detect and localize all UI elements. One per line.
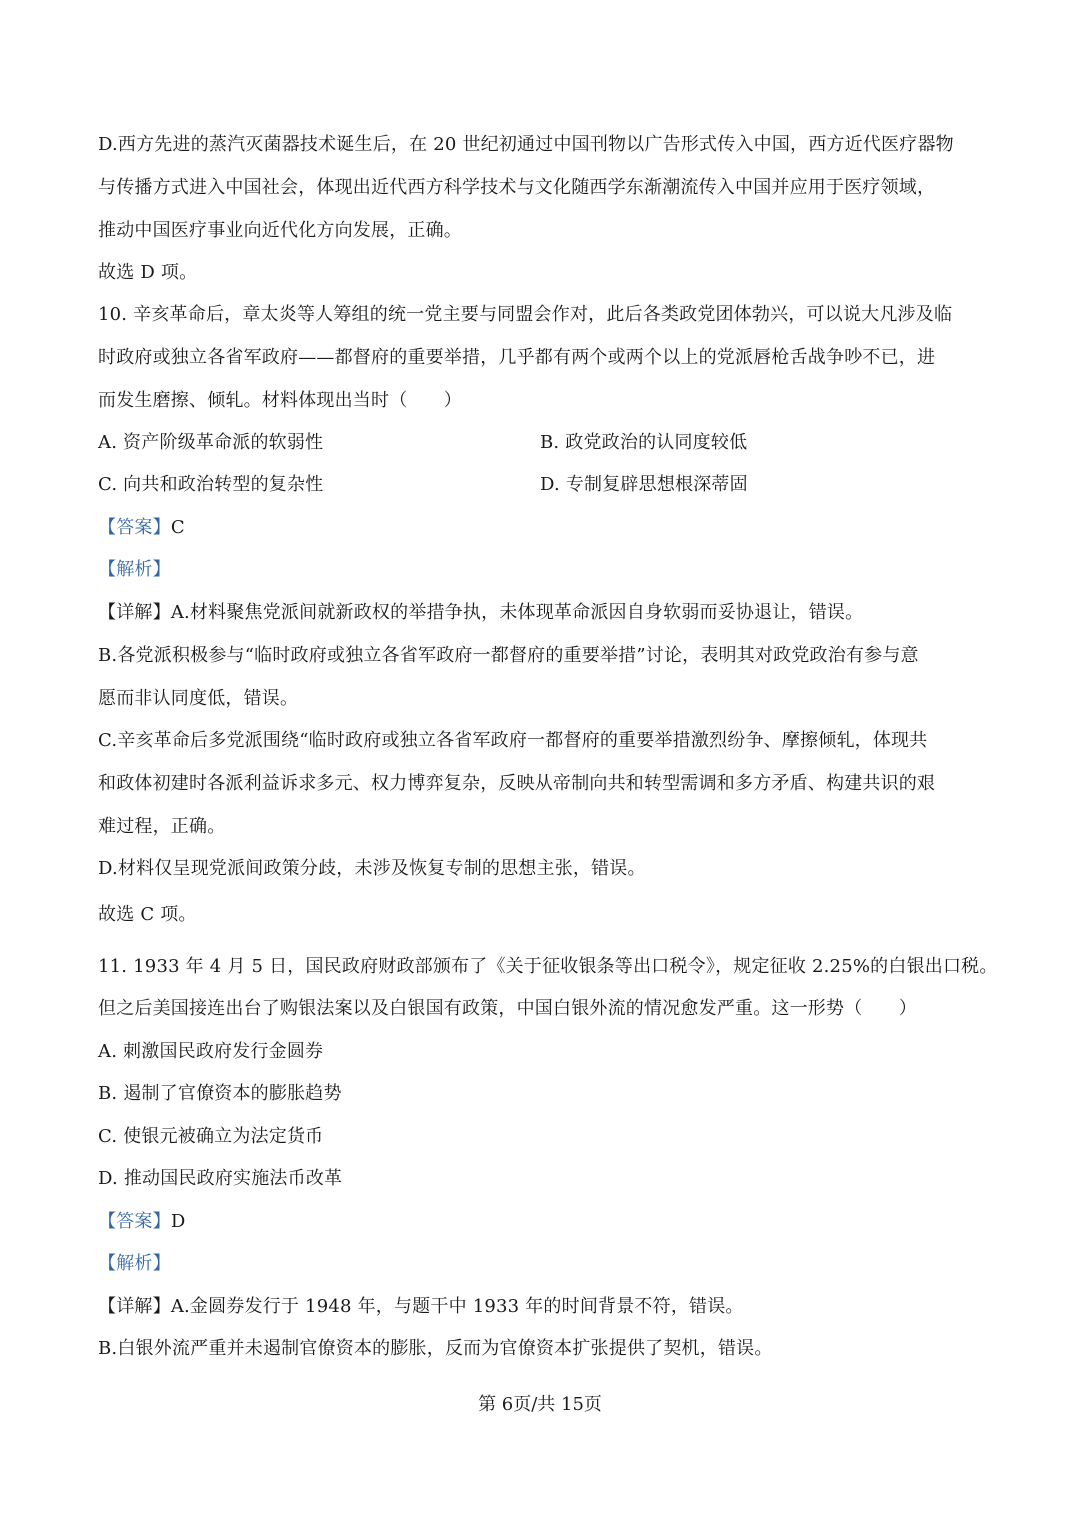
q11-stem-line-2: 但之后美国接连出台了购银法案以及白银国有政策，中国白银外流的情况愈发严重。这一形势（ ） [98,998,917,1019]
q10-detail-line-3: 愿而非认同度低，错误。 [98,688,299,709]
q10-answer [98,515,185,541]
q10-detail-line-4: C.辛亥革命后多党派围绕“临时政府或独立各省军政府一都督府的重要举措激烈纷争、摩擦倾轧，体现共 [98,730,928,751]
q10-detail-line-5: 和政体初建时各派利益诉求多元、权力博弈复杂，反映从帝制向共和转型需调和多方矛盾、构建共识的艰 [98,773,936,794]
q10-analysis-tag: 【解析】 [98,559,171,580]
q10-detail-line-7: D.材料仅呈现党派间政策分歧，未涉及恢复专制的思想主张，错误。 [98,858,646,879]
q11-detail-line-1 [98,1294,744,1320]
q10-option-c: C. 向共和政治转型的复杂性 [98,474,324,495]
detail-text: A.材料聚焦党派间就新政权的举措争执，未体现革命派因自身软弱而妥协退让，错误。 [170,602,864,623]
detail-tag: 【详解】 [98,602,171,623]
q10-option-b: B. 政党政治的认同度较低 [540,432,748,453]
detail-tag: 【详解】 [98,1296,171,1317]
page-number-footer: 第 6页/共 15页 [478,1394,602,1415]
q10-detail-line-2: B.各党派积极参与“临时政府或独立各省军政府一都督府的重要举措”讨论，表明其对政党政治有参与意 [98,645,919,666]
q9-option-d-explanation-line-3: 推动中国医疗事业向近代化方向发展，正确。 [98,220,462,241]
detail-text: A.金圆券发行于 1948 年，与题干中 1933 年的时间背景不符，错误。 [170,1296,744,1317]
q11-analysis-tag: 【解析】 [98,1253,171,1274]
q9-option-d-explanation-line-1: D.西方先进的蒸汽灭菌器技术诞生后，在 20 世纪初通过中国刊物以广告形式传入中国，西方近代医疗器物 [98,134,954,155]
q10-conclusion: 故选 C 项。 [98,904,197,925]
q11-stem-line-1: 11. 1933 年 4 月 5 日，国民政府财政部颁布了《关于征收银条等出口税令》，规定征收 2.25%的白银出口税。 [98,956,998,977]
q10-detail-line-1 [98,600,863,626]
answer-tag: 【答案】 [98,1211,171,1232]
q11-option-a: A. 刺激国民政府发行金圆券 [98,1041,324,1062]
q11-answer [98,1209,185,1235]
q10-stem-line-3: 而发生磨擦、倾轧。材料体现出当时（ ） [98,390,462,411]
q11-detail-line-2: B.白银外流严重并未遏制官僚资本的膨胀，反而为官僚资本扩张提供了契机，错误。 [98,1338,773,1359]
q11-option-c: C. 使银元被确立为法定货币 [98,1126,324,1147]
q10-stem-line-2: 时政府或独立各省军政府——都督府的重要举措，几乎都有两个或两个以上的党派唇枪舌战争吵不已，进 [98,347,936,368]
q10-option-a: A. 资产阶级革命派的软弱性 [98,432,324,453]
q10-detail-line-6: 难过程，正确。 [98,816,226,837]
answer-tag: 【答案】 [98,517,171,538]
q11-option-b: B. 遏制了官僚资本的膨胀趋势 [98,1083,342,1104]
q9-conclusion: 故选 D 项。 [98,262,198,283]
q9-option-d-explanation-line-2: 与传播方式进入中国社会，体现出近代西方科学技术与文化随西学东渐潮流传入中国并应用于医疗领域， [98,177,936,198]
answer-value: C [170,517,185,538]
q10-stem-line-1: 10. 辛亥革命后，章太炎等人筹组的统一党主要与同盟会作对，此后各类政党团体勃兴，可以说大凡涉及临 [98,304,953,325]
q10-option-d: D. 专制复辟思想根深蒂固 [540,474,748,495]
answer-value: D [170,1211,186,1232]
q11-option-d: D. 推动国民政府实施法币改革 [98,1168,343,1189]
